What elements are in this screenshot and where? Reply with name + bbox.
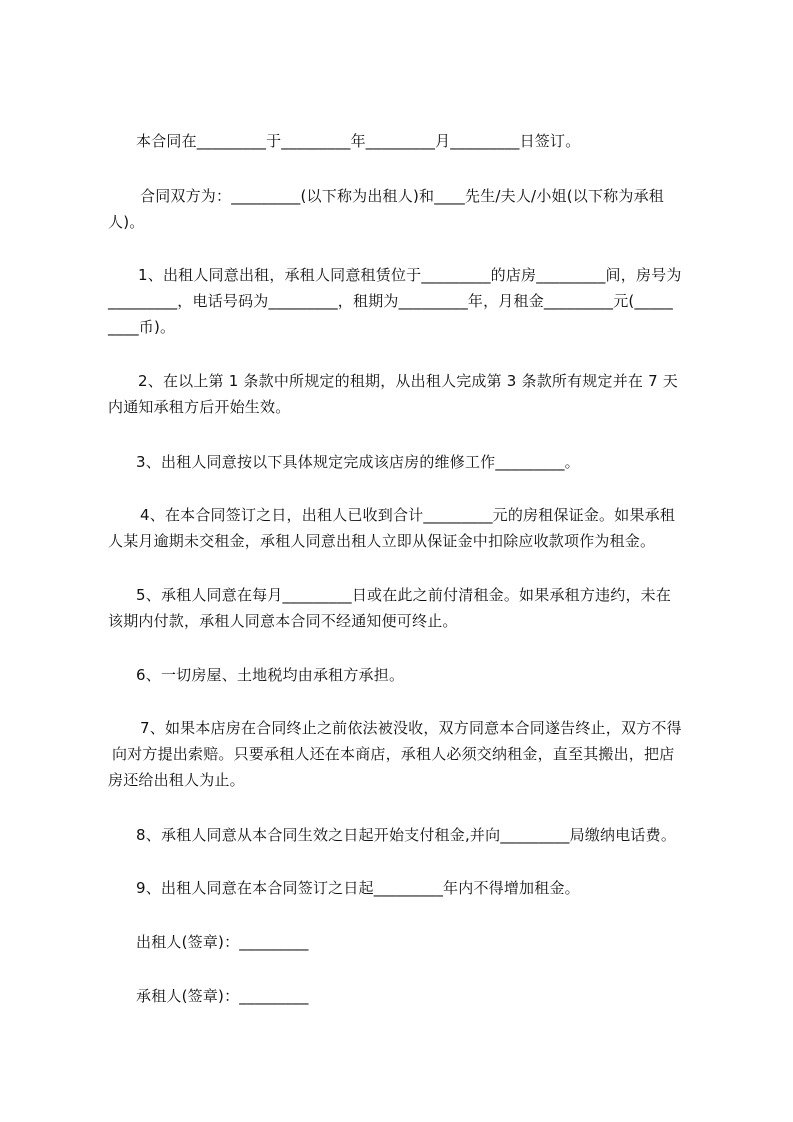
clause-6-line-1: 6、一切房屋、土地税均由承租方承担。 [136,666,405,684]
lessee-signature-line: 承租人(签章)：_________ [136,987,309,1005]
clause-4-line-2: 人某月逾期未交租金，承租人同意出租人立即从保证金中扣除应收款项作为租金。 [108,532,656,550]
clause-7-line-1: 7、如果本店房在合同终止之前依法被没收，双方同意本合同遂告终止，双方不得 [140,719,682,737]
clause-2-line-2: 内通知承租方后开始生效。 [108,398,291,416]
clause-1-line-3: ____币)。 [108,318,176,336]
clause-7-line-3: 房还给出租人为止。 [108,771,245,789]
clause-1-line-1: 1、出租人同意出租，承租人同意租赁位于_________的店房_________间，房号为 [138,266,682,284]
clause-8-line-1: 8、承租人同意从本合同生效之日起开始支付租金,并向_________局缴纳电话费。 [136,826,677,844]
clause-5-line-1: 5、承租人同意在每月_________日或在此之前付清租金。如果承租方违约，未在 [136,586,672,604]
clause-5-line-2: 该期内付款，承租人同意本合同不经通知便可终止。 [108,612,458,630]
parties-line-2: 人)。 [108,213,145,231]
lessor-signature-line: 出租人(签章)：_________ [136,933,309,951]
clause-7-line-2: 向对方提出索赔。只要承租人还在本商店，承租人必须交纳租金，直至其搬出，把店 [112,745,675,763]
clause-1-line-2: _________，电话号码为_________，租期为_________年，月租金_________元(_____ [108,292,673,310]
clause-2-line-1: 2、在以上第 1 条款中所规定的租期，从出租人完成第 3 条款所有规定并在 7 天 [138,372,678,390]
clause-9-line-1: 9、出租人同意在本合同签订之日起_________年内不得增加租金。 [136,879,580,897]
parties-line-1: 合同双方为：_________(以下称为出租人)和____先生/夫人/小姐(以下称为承租 [140,187,664,205]
clause-3-line-1: 3、出租人同意按以下具体规定完成该店房的维修工作_________。 [136,453,580,471]
clause-4-line-1: 4、在本合同签订之日，出租人已收到合计_________元的房租保证金。如果承租 [140,506,676,524]
signing-line: 本合同在_________于_________年_________月_________日签订。 [136,132,581,150]
